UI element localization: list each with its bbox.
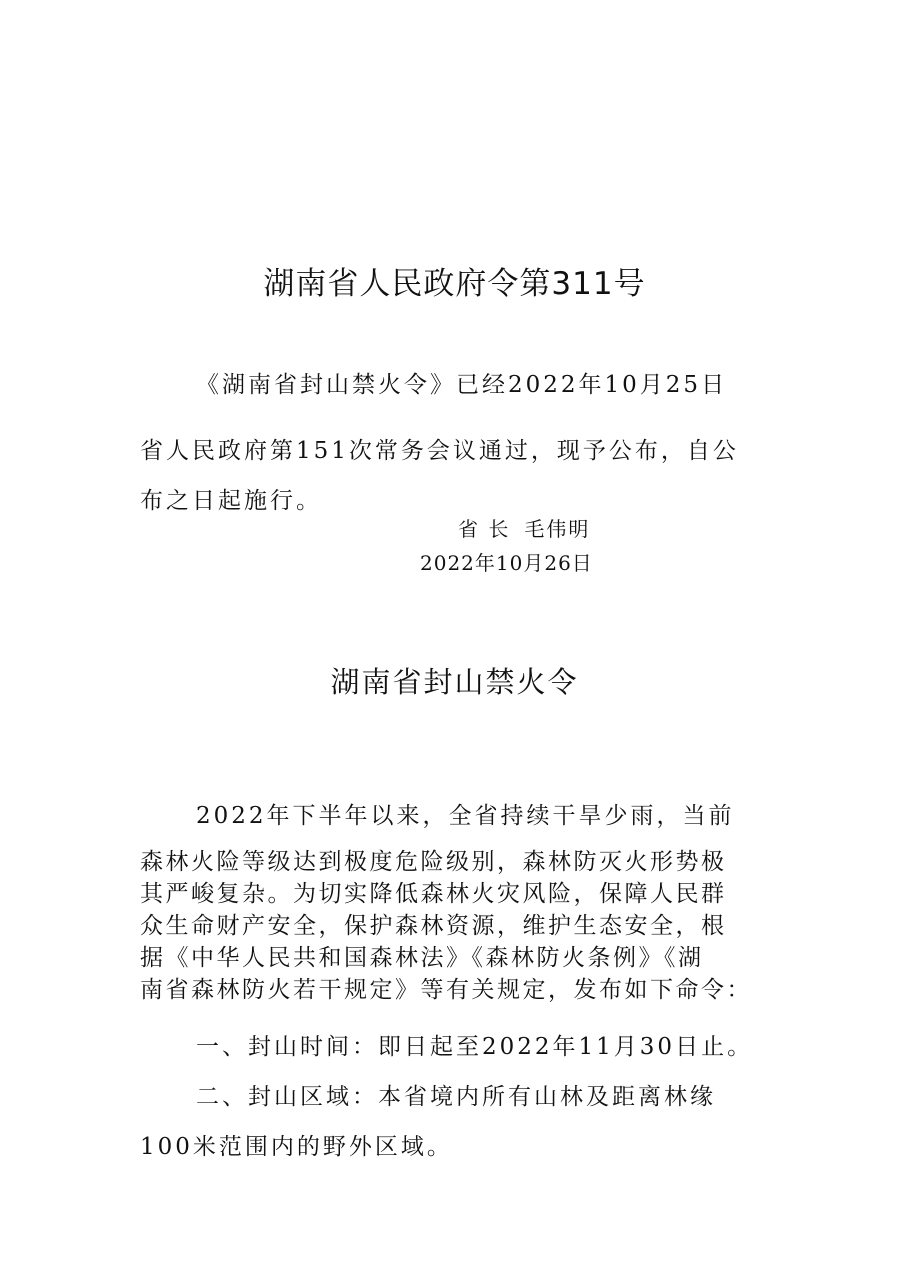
item-1: 一、封山时间：即日起至2022年11月30日止。	[196, 1034, 754, 1060]
preamble-line-3: 其严峻复杂。为切实降低森林火灾风险，保障人民群	[140, 881, 727, 907]
intro-line-1: 《湖南省封山禁火令》已经2022年10月25日	[196, 372, 728, 398]
preamble-line-4: 众生命财产安全，保护森林资源，维护生态安全，根	[140, 913, 727, 939]
decree-title: 湖南省封山禁火令	[330, 665, 579, 699]
order-title: 湖南省人民政府令第311号	[263, 266, 646, 302]
signer-line	[458, 513, 590, 542]
preamble-line-2: 森林火险等级达到极度危险级别，森林防灭火形势极	[140, 849, 727, 875]
intro-line-3: 布之日起施行。	[140, 488, 322, 514]
signing-date: 2022年10月26日	[420, 551, 593, 575]
signer-title: 省 长	[458, 517, 511, 541]
intro-line-2: 省人民政府第151次常务会议通过，现予公布，自公	[140, 438, 739, 464]
signer-name: 毛伟明	[524, 517, 591, 541]
preamble-line-5: 据《中华人民共和国森林法》《森林防火条例》《湖	[140, 945, 704, 971]
preamble-line-1: 2022年下半年以来，全省持续干旱少雨，当前	[196, 803, 735, 829]
preamble-line-6: 南省森林防火若干规定》等有关规定，发布如下命令：	[140, 977, 752, 1003]
item-2-line-2: 100米范围内的野外区域。	[140, 1134, 453, 1160]
item-2-line-1: 二、封山区域：本省境内所有山林及距离林缘	[196, 1084, 716, 1110]
